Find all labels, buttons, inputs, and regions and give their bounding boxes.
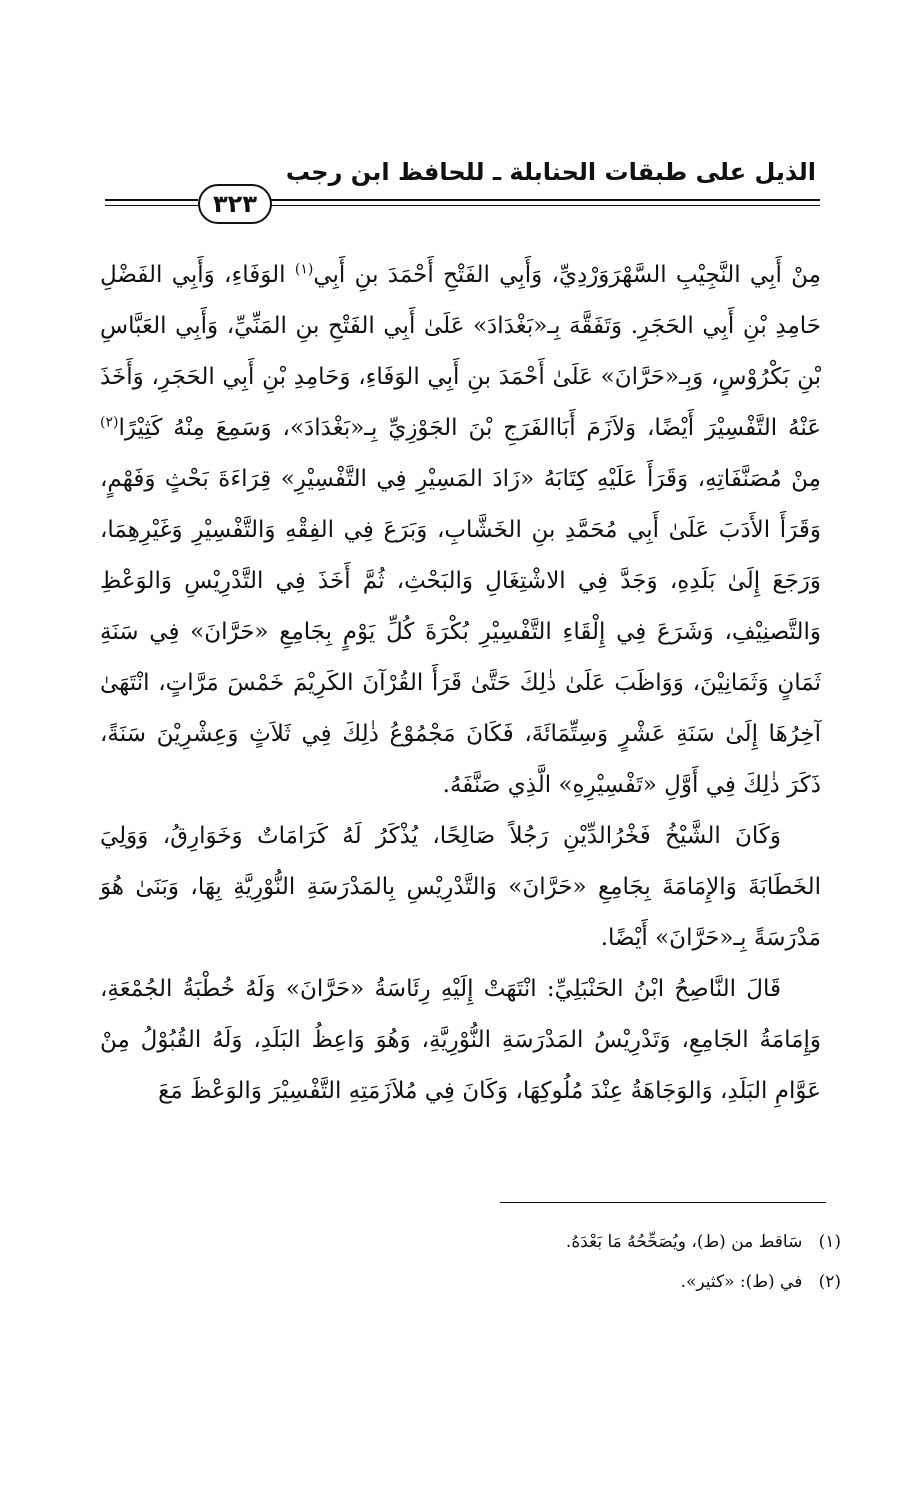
- page-number: ٣٢٣: [198, 184, 272, 224]
- main-text: [100, 250, 821, 1117]
- footnote-separator: [500, 1202, 826, 1203]
- running-title: الذيل على طبقات الحنابلة ـ للحافظ ابن رجب: [285, 158, 816, 186]
- header-rule-left-top: [105, 199, 198, 201]
- paragraph: وَكَانَ الشَّيْخُ فَخْرُالدِّيْنِ رَجُلاً صَالِحًا، يُذْكَرُ لَهُ كَرَامَاتٌ وَخَوَارِقُ، وَوَلِيَ الخَطَابَةَ وَالإِمَامَةَ بِجَامِعِ «حَرَّانَ» وَالتَّدْرِيْسِ بِالمَدْرَسَةِ النُّوْرِيَّةِ بِهَا، وَبَنَىٰ هُوَ مَدْرَسَةً بِـ«حَرَّانَ» أَيْضًا.: [100, 823, 821, 951]
- paragraph-text: الوَفَاءِ، وَأَبِي الفَضْلِ حَامِدِ بْنِ أَبِي الحَجَرِ. وَتَفَقَّهَ بِـ«بَغْدَادَ» عَلَىٰ أَبِي الفَتْحِ بنِ المَنِّيِّ، وَأَبِي العَبَّاسِ بْنِ بَكْرُوْسٍ، وَبِـ«حَرَّانَ» عَلَىٰ أَحْمَدَ بنِ أَبِي الوَفَاءِ، وَحَامِدِ بْنِ أَبِي الحَجَرِ، وَأَخَذَ عَنْهُ التَّفْسِيْرَ أَيْضًا، وَلاَزَمَ أَبَاالفَرَجِ بْنَ الجَوْزِيِّ بِـ«بَغْدَادَ»، وَسَمِعَ مِنْهُ كَثِيْرًا: [100, 262, 821, 441]
- header-rule-left-bottom: [105, 205, 198, 206]
- footnote: [566, 1262, 841, 1302]
- paragraph-text: مِنْ مُصَنَّفَاتِهِ، وَقَرَأَ عَلَيْهِ كِتَابَهُ «زَادَ المَسِيْرِ فِي التَّفْسِيْرِ» قِرَاءَةَ بَحْثٍ وَفَهْمٍ، وَقَرَأَ الأَدَبَ عَلَىٰ أَبِي مُحَمَّدِ بنِ الخَشَّابِ، وَبَرَعَ فِي الفِقْهِ وَالتَّفْسِيْرِ وَغَيْرِهِمَا، وَرَجَعَ إِلَىٰ بَلَدِهِ، وَجَدَّ فِي الاشْتِغَالِ وَالبَحْثِ، ثُمَّ أَخَذَ فِي التَّدْرِيْسِ وَالوَعْظِ وَالتَّصنِيْفِ، وَشَرَعَ فِي إِلْقَاءِ التَّفْسِيْرِ بُكْرَةَ كُلِّ يَوْمٍ بِجَامِعِ «حَرَّانَ» فِي سَنَةِ ثَمَانٍ وَثَمَانِيْنَ، وَوَاظَبَ عَلَىٰ ذٰلِكَ حَتَّىٰ قَرَأَ القُرْآنَ الكَرِيْمَ خَمْسَ مَرَّاتٍ، انْتَهَىٰ آخِرُهَا إِلَىٰ سَنَةِ عَشْرٍ وَسِتِّمَائَةَ، فَكَانَ مَجْمُوْعُ ذٰلِكَ فِي ثَلاَثٍ وَعِشْرِيْنَ سَنَةً، ذَكَرَ ذٰلِكَ فِي أَوَّلِ «تَفْسِيْرِهِ» الَّذِي صَنَّفَهُ.: [100, 466, 821, 798]
- paragraph: قَالَ النَّاصِحُ ابْنُ الحَنْبَلِيِّ: انْتَهَتْ إِلَيْهِ رِئَاسَةُ «حَرَّانَ» وَلَهُ خُطْبَةُ الجُمْعَةِ، وَإِمَامَةُ الجَامِعِ، وَتَدْرِيْسُ المَدْرَسَةِ النُّوْرِيَّةِ، وَهُوَ وَاعِظُ البَلَدِ، وَلَهُ القُبُوْلُ مِنْ عَوَّامِ البَلَدِ، وَالوَجَاهَةُ عِنْدَ مُلُوكِهَا، وَكَانَ فِي مُلاَزَمَتِهِ التَّفْسِيْرَ وَالوَعْظَ مَعَ: [100, 976, 821, 1104]
- header-rule-right-top: [268, 199, 820, 201]
- footnotes: [566, 1222, 841, 1302]
- footnote-ref: (١): [294, 261, 314, 278]
- header-rule-right-bottom: [268, 205, 820, 206]
- footnote-text: في (ط): «كثير».: [680, 1272, 803, 1292]
- footnote-marker: (١): [818, 1232, 841, 1252]
- paragraph: [100, 250, 821, 811]
- footnote: [566, 1222, 841, 1262]
- footnote-marker: (٢): [818, 1272, 841, 1292]
- paragraph-text: مِنْ أَبِي النَّجِيْبِ السَّهْرَوَرْدِيِّ، وَأَبِي الفَتْحِ أَحْمَدَ بنِ أَبِي: [313, 262, 822, 288]
- footnote-ref: (٢): [100, 414, 119, 431]
- footnote-text: سَاقط من (ط)، ويُصَحِّحُهُ مَا بَعْدَهُ.: [565, 1232, 803, 1252]
